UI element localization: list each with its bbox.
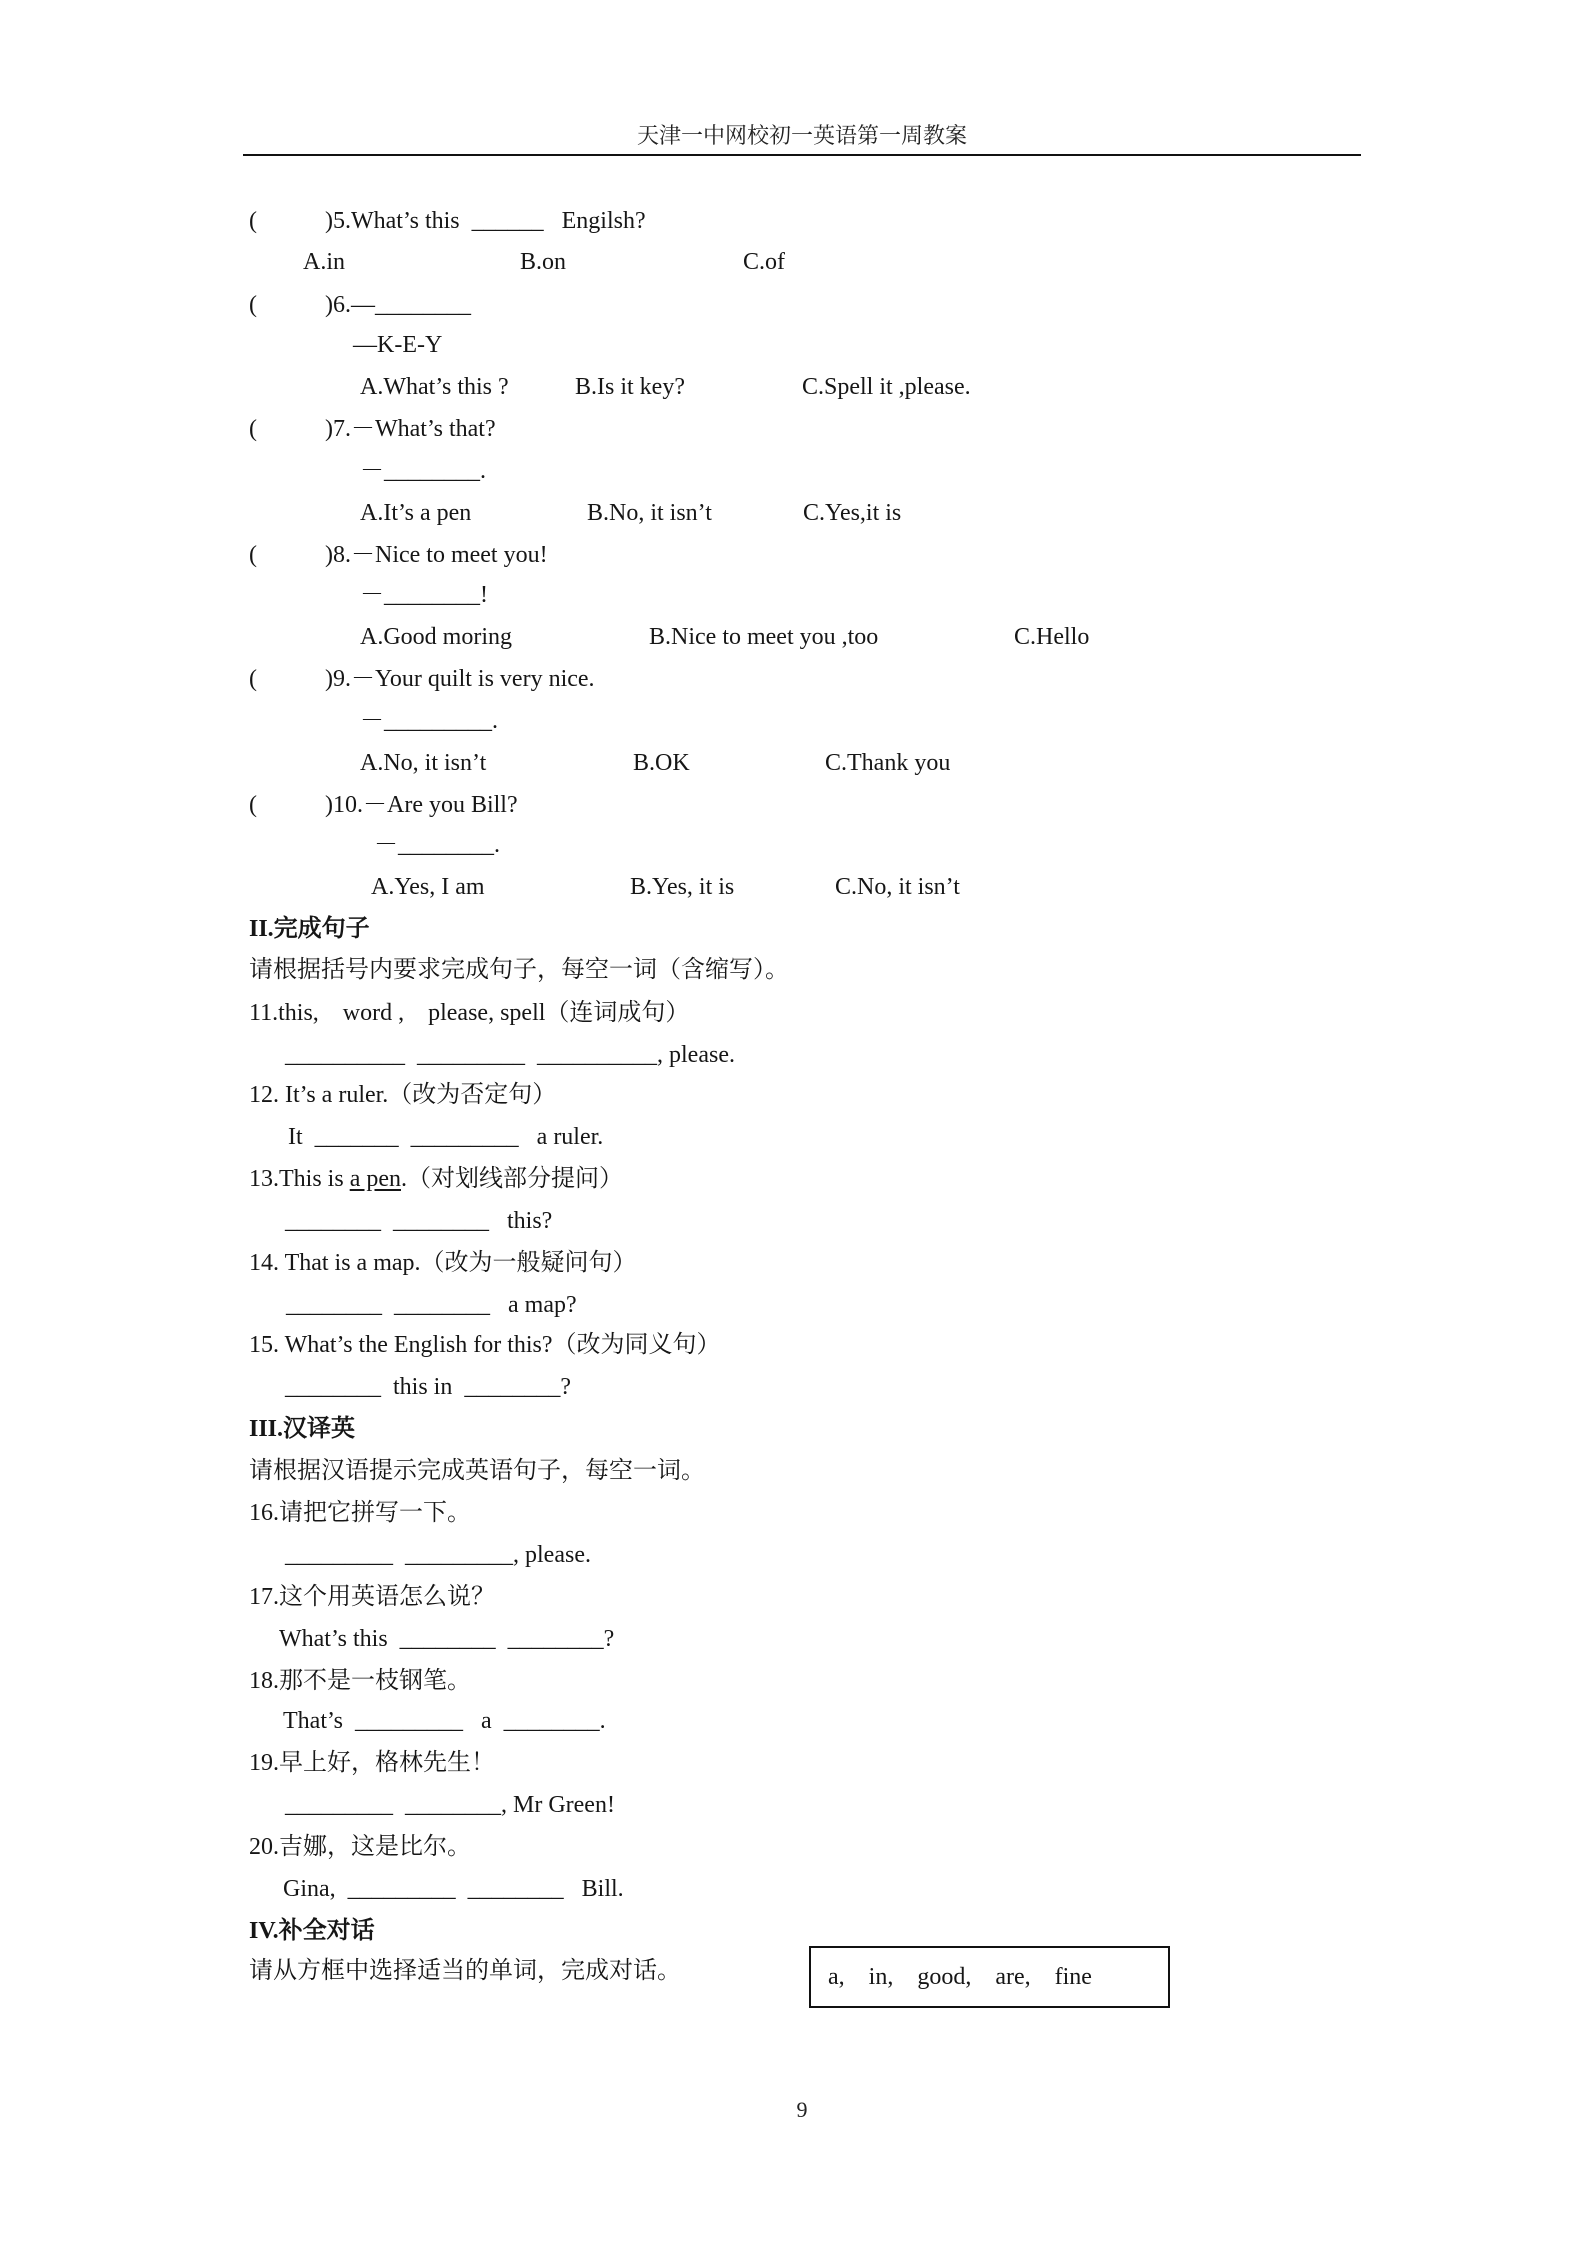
q8-option-b: B.Nice to meet you ,too: [649, 624, 879, 650]
q6-stem: )6.—________: [325, 292, 471, 318]
q9-reply: －_________.: [360, 708, 498, 734]
q5-paren: (: [249, 208, 257, 234]
item-19-question: 19.早上好，格林先生！: [249, 1750, 495, 1776]
item-15-question: 15. What’s the English for this?（改为同义句）: [249, 1332, 721, 1358]
q5-stem: )5.What’s this ______ Engilsh?: [325, 208, 646, 234]
section-2-instruction: 请根据括号内要求完成句子，每空一词（含缩写）。: [249, 957, 789, 983]
q8-reply: －________!: [360, 582, 488, 608]
q7-option-a: A.It’s a pen: [360, 500, 472, 526]
item-13-answer-blanks: ________ ________ this?: [285, 1208, 553, 1234]
q7-paren: (: [249, 416, 257, 442]
item-17-question: 17.这个用英语怎么说？: [249, 1584, 495, 1610]
q10-option-a: A.Yes, I am: [371, 874, 485, 900]
q8-option-c: C.Hello: [1014, 624, 1090, 650]
word-bank-words: a, in, good, are, fine: [828, 1964, 1092, 1990]
item-16-question: 16.请把它拼写一下。: [249, 1500, 471, 1526]
q6-option-b: B.Is it key?: [575, 374, 685, 400]
q5-option-c: C.of: [743, 249, 785, 275]
q5-option-b: B.on: [520, 249, 567, 275]
page-header-title: 天津一中网校初一英语第一周教案: [636, 123, 967, 148]
item-19-answer-blanks: _________ ________, Mr Green!: [285, 1792, 615, 1818]
q6-option-c: C.Spell it ,please.: [802, 374, 971, 400]
q9-stem: )9.－Your quilt is very nice.: [325, 666, 595, 692]
item-11-answer-blanks: __________ _________ __________, please.: [285, 1042, 735, 1068]
item-12-answer-blanks: It _______ _________ a ruler.: [288, 1124, 604, 1150]
q10-paren: (: [249, 792, 257, 818]
word-bank-box: [809, 1946, 1170, 2008]
q9-option-c: C.Thank you: [825, 750, 951, 776]
item-18-answer-blanks: That’s _________ a ________.: [283, 1708, 606, 1734]
item-14-answer-blanks: ________ ________ a map?: [286, 1292, 577, 1318]
item-15-answer-blanks: ________ this in ________?: [285, 1374, 571, 1400]
q9-paren: (: [249, 666, 257, 692]
q7-option-b: B.No, it isn’t: [587, 500, 712, 526]
item-13-question: [249, 1164, 623, 1194]
item-17-answer-blanks: What’s this ________ ________?: [279, 1626, 615, 1652]
q9-option-b: B.OK: [633, 750, 690, 776]
page-number: 9: [796, 2097, 808, 2122]
q10-reply: －________.: [374, 832, 500, 858]
q7-reply: －________.: [360, 458, 486, 484]
q10-option-c: C.No, it isn’t: [835, 874, 960, 900]
item-14-question: 14. That is a map.（改为一般疑问句）: [249, 1250, 637, 1276]
item-13-question-end: .（对划线部分提问）: [401, 1166, 623, 1192]
section-2-title: II.完成句子: [249, 916, 370, 942]
q6-paren: (: [249, 292, 257, 318]
section-4-instruction: 请从方框中选择适当的单词，完成对话。: [249, 1958, 681, 1984]
item-11-question: 11.this, word , please, spell（连词成句）: [249, 1000, 690, 1026]
item-18-question: 18.那不是一枝钢笔。: [249, 1668, 471, 1694]
q6-option-a: A.What’s this ?: [360, 374, 509, 400]
item-12-question: 12. It’s a ruler.（改为否定句）: [249, 1082, 557, 1108]
section-3-instruction: 请根据汉语提示完成英语句子，每空一词。: [249, 1458, 705, 1484]
q7-option-c: C.Yes,it is: [803, 500, 902, 526]
q5-option-a: A.in: [303, 249, 345, 275]
q10-option-b: B.Yes, it is: [630, 874, 735, 900]
q7-stem: )7.－What’s that?: [325, 416, 496, 442]
q8-option-a: A.Good moring: [360, 624, 512, 650]
item-13-underlined-phrase: a pen: [349, 1166, 401, 1192]
q9-option-a: A.No, it isn’t: [360, 750, 487, 776]
q6-reply: —K-E-Y: [353, 332, 443, 358]
q8-paren: (: [249, 542, 257, 568]
item-20-answer-blanks: Gina, _________ ________ Bill.: [283, 1876, 624, 1902]
section-4-title: IV.补全对话: [249, 1918, 375, 1944]
item-13-question-start: 13.This is: [249, 1166, 350, 1192]
item-16-answer-blanks: _________ _________, please.: [285, 1542, 591, 1568]
q8-stem: )8.－Nice to meet you!: [325, 542, 548, 568]
header-rule: [243, 154, 1361, 156]
q10-stem: )10.－Are you Bill?: [325, 792, 518, 818]
section-3-title: III.汉译英: [249, 1416, 356, 1442]
item-20-question: 20.吉娜，这是比尔。: [249, 1834, 471, 1860]
